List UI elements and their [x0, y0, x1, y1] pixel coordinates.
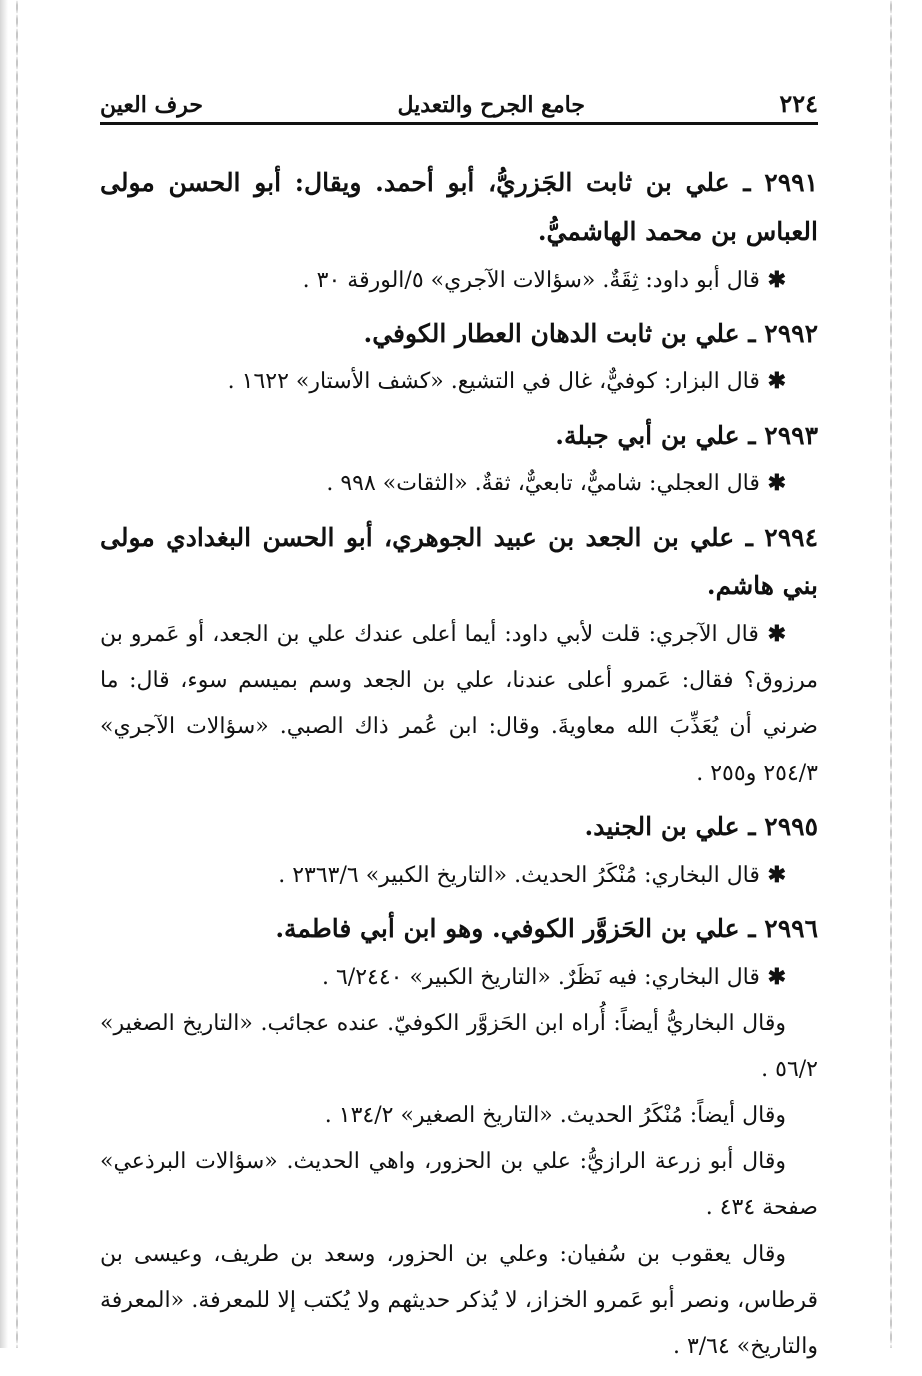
paragraph-text: قال أبو داود: ثِقَةٌ. «سؤالات الآجري» ٥/الورقة ٣٠ .: [302, 267, 760, 293]
paragraph-text: قال البزار: كوفيٌّ، غال في التشيع. «كشف الأستار» ١٦٢٢ .: [227, 369, 760, 395]
entry-paragraph: [100, 852, 818, 899]
entry-heading: ٢٩٩٣ ـ علي بن أبي جبلة.: [555, 420, 818, 450]
entry-paragraph: [100, 954, 818, 1001]
biography-entry: [100, 310, 818, 406]
asterisk-marker: ✱: [759, 368, 786, 395]
entry-paragraph: [100, 257, 818, 304]
scan-dot-line-right: [890, 0, 892, 1348]
asterisk-marker: ✱: [759, 963, 786, 990]
paragraph-text: وقال أيضاً: مُنْكَرُ الحديث. «التاريخ الصغير» ١٣٤/٢ .: [324, 1103, 786, 1129]
biography-entry: [100, 412, 818, 508]
running-header: [100, 78, 818, 118]
asterisk-marker: ✱: [759, 470, 786, 497]
paragraph-text: قال العجلي: شاميٌّ، تابعيٌّ، ثقةٌ. «الثقات» ٩٩٨ .: [326, 471, 760, 497]
biography-entry: [100, 514, 818, 797]
entry-paragraph: [100, 1001, 818, 1093]
entry-paragraph: [100, 1093, 818, 1139]
entry-heading: ٢٩٩٦ ـ علي بن الحَزوَّر الكوفي. وهو ابن أبي فاطمة.: [275, 913, 818, 943]
scan-dot-line-left: [16, 0, 18, 1348]
asterisk-marker: ✱: [758, 621, 787, 648]
header-rule: [100, 122, 818, 125]
page-number: ٢٢٤: [779, 89, 818, 118]
paragraph-text: وقال أبو زرعة الرازيُّ: علي بن الحزور، واهي الحديث. «سؤالات البرذعي» صفحة ٤٣٤ .: [100, 1149, 818, 1221]
scan-edge: [0, 0, 8, 1348]
entry-heading: ٢٩٩٢ ـ علي بن ثابت الدهان العطار الكوفي.: [363, 318, 818, 348]
paragraph-text: قال الآجري: قلت لأبي داود: أيما أعلى عندك علي بن الجعد، أو عَمرو بن مرزوق؟ فقال: عَمرو أعلى عندنا، علي بن الجعد وسم بميسم سوء، قال: ما ضرني أن يُعَذِّبَ الله معاويةَ. وقال: ابن عُمر ذاك الصبي. «سؤالات الآجري» ٢٥٤/٣ و٢٥٥ .: [100, 622, 818, 786]
entry-heading: ٢٩٩١ ـ علي بن ثابت الجَزريُّ، أبو أحمد. ويقال: أبو الحسن مولى العباس بن محمد الهاشميُّ.: [100, 168, 818, 246]
biography-entry: [100, 159, 818, 304]
asterisk-marker: ✱: [759, 861, 786, 888]
paragraph-text: وقال يعقوب بن سُفيان: وعلي بن الحزور، وسعد بن طريف، وعيسى بن قرطاس، ونصر أبو عَمرو الخزاز، لا يُذكر حديثهم ولا يُكتب إلا للمعرفة. «المعرفة والتاريخ» ٣/٦٤ .: [100, 1241, 818, 1359]
paragraph-text: قال البخاري: فيه نَظَرٌ. «التاريخ الكبير» ٦/٢٤٤٠ .: [321, 964, 760, 990]
entries-list: [100, 159, 818, 1370]
paragraph-text: وقال البخاريُّ أيضاً: أُراه ابن الحَزوَّر الكوفيّ. عنده عجائب. «التاريخ الصغير» ٥٦/٢ .: [100, 1010, 818, 1082]
page-body: [100, 78, 818, 1376]
entry-paragraph: [100, 611, 818, 797]
entry-heading: ٢٩٩٥ ـ علي بن الجنيد.: [584, 811, 818, 841]
entry-paragraph: [100, 460, 818, 507]
entry-paragraph: [100, 1139, 818, 1231]
biography-entry: [100, 803, 818, 899]
entry-paragraph: [100, 1232, 818, 1371]
biography-entry: [100, 905, 818, 1370]
book-title: جامع الجرح والتعديل: [397, 92, 585, 118]
paragraph-text: قال البخاري: مُنْكَرُ الحديث. «التاريخ الكبير» ٢٣٦٣/٦ .: [278, 862, 760, 888]
asterisk-marker: ✱: [759, 266, 786, 293]
entry-paragraph: [100, 358, 818, 405]
entry-heading: ٢٩٩٤ ـ علي بن الجعد بن عبيد الجوهري، أبو الحسن البغدادي مولى بني هاشم.: [100, 522, 818, 601]
section-title: حرف العين: [100, 92, 204, 118]
